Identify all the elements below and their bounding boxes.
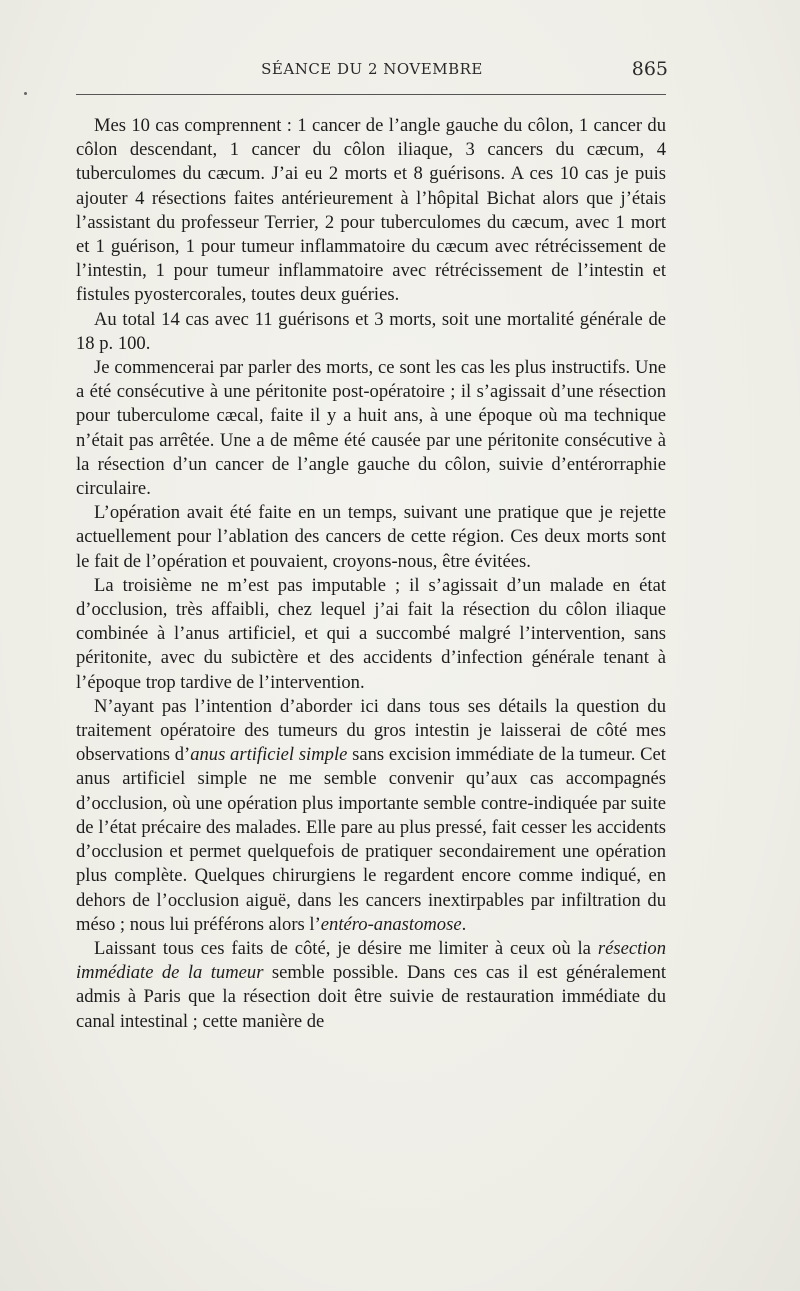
running-head: SÉANCE DU 2 NOVEMBRE [261, 60, 483, 78]
paragraph-2 [76, 308, 666, 356]
text-span: Au total 14 cas avec 11 guérisons et 3 morts, soit une mortalité générale de 18 p. 100. [76, 308, 666, 354]
text-span: L’opération avait été faite en un temps, suivant une pratique que je rejette actuellement pour l’ablation des cancers de cette région. Ces deux morts sont le fait de l’opération et pouvaient, croyons-nous, être évitées. [76, 502, 666, 572]
text-span: Mes 10 cas comprennent : 1 cancer de l’angle gauche du côlon, 1 cancer du côlon descendant, 1 cancer du côlon iliaque, 3 cancers du cæcum, 4 tuberculomes du cæcum. J’ai eu 2 morts et 8 guérisons. A ces 10 cas je puis ajouter 4 résections faites antérieurement à l’hôpital Bichat alors que j’étais l’assistant du professeur Terrier, 2 pour tuberculomes du cæcum, avec 1 mort et 1 guérison, 1 pour tumeur inflammatoire du cæcum avec rétrécissement de l’intestin, 1 pour tumeur inflammatoire avec rétrécissement de l’intestin et fistules pyostercorales, toutes deux guéries. [76, 115, 666, 306]
header-rule [76, 94, 666, 95]
paragraph-4 [76, 501, 666, 574]
text-span: sans excision immédiate de la tumeur. Cet anus artificiel simple ne me semble convenir qu’aux cas accompagnés d’occlusion, où une opération plus importante semble contre-indiquée par suite de l’état précaire des malades. Elle pare au plus pressé, fait cesser les accidents d’occlusion et permet quelquefois de pratiquer secondairement une opération plus complète. Quelques chirurgiens le regardent encore comme indiqué, en dehors de l’occlusion aiguë, dans les cancers inextirpables par infiltration du méso ; nous lui préférons alors l’ [76, 744, 666, 935]
text-span: semble possible. Dans ces cas il est généralement admis à Paris que la résection doit être suivie de restauration immédiate du canal intestinal ; cette manière de [76, 962, 667, 1032]
page-header [76, 58, 668, 88]
text-span: N’ayant pas l’intention d’aborder ici dans tous ses détails la question du traitement opératoire des tumeurs du gros intestin je laisserai de côté mes observations d’ [76, 695, 666, 766]
paragraph-1 [76, 114, 666, 308]
paragraph-5 [76, 574, 666, 695]
margin-speck [24, 92, 27, 95]
text-span: . [461, 913, 467, 935]
italic-term: entéro-anastomose [320, 913, 462, 935]
italic-term: anus artificiel simple [190, 744, 348, 766]
text-span: Je commencerai par parler des morts, ce sont les cas les plus instructifs. Une a été consécutive à une péritonite post-opératoire ; il s’agissait d’une résection pour tuberculome cæcal, faite il y a huit ans, à une époque où ma technique n’était pas arrêtée. Une a de même été causée par une péritonite consécutive à la résection d’un cancer de l’angle gauche du côlon, suivie d’entérorraphie circulaire. [76, 357, 666, 500]
text-span: La troisième ne m’est pas imputable ; il s’agissait d’un malade en état d’occlusion, très affaibli, chez lequel j’ai fait la résection du côlon iliaque combinée à l’anus artificiel, et qui a succombé malgré l’intervention, sans péritonite, avec du subictère et des accidents d’infection générale tenant à l’époque trop tardive de l’intervention. [76, 574, 666, 693]
page-number: 865 [631, 58, 668, 80]
italic-term: résection immédiate de la tumeur [76, 937, 666, 984]
body-text [76, 114, 666, 1034]
paragraph-6 [76, 695, 666, 937]
text-span: Laissant tous ces faits de côté, je désire me limiter à ceux où la [94, 937, 598, 959]
paragraph-7 [76, 937, 666, 1034]
paragraph-3 [76, 356, 666, 501]
